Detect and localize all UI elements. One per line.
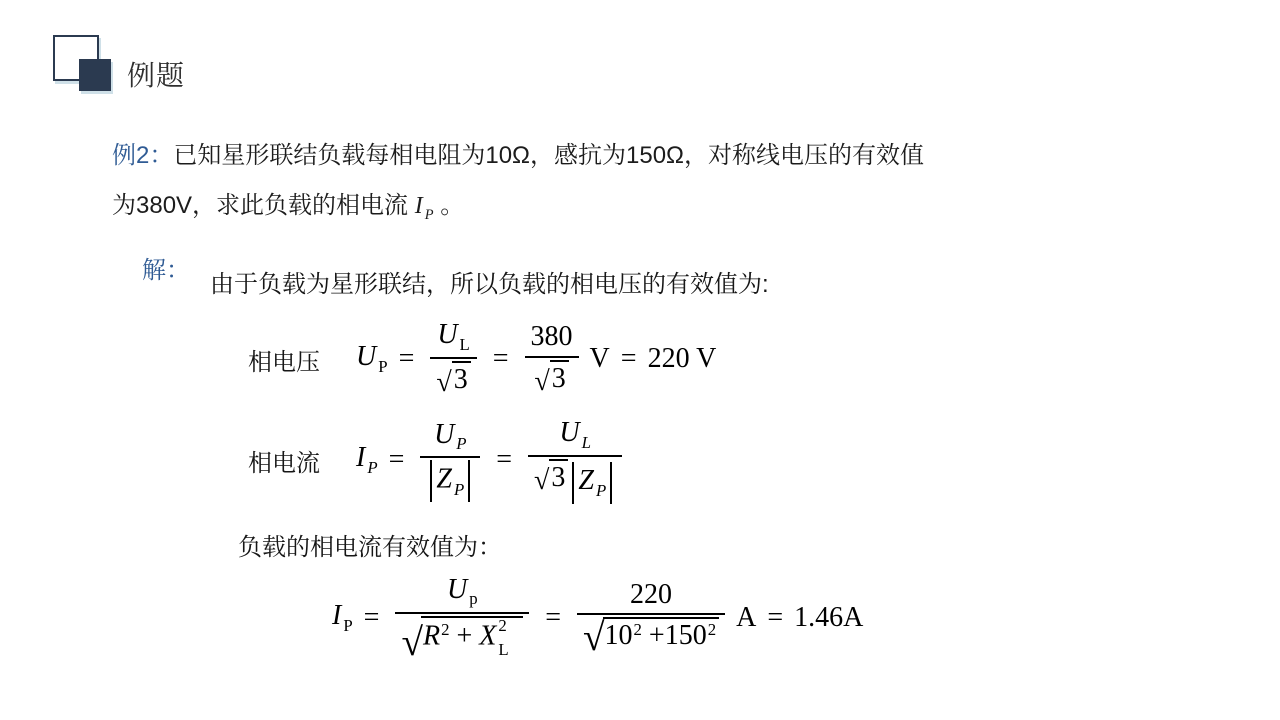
sqrt-3: √ 3 — [436, 361, 470, 397]
sqrt-3: √ 3 — [534, 459, 568, 495]
sqrt-3: √ 3 — [534, 360, 568, 396]
formula-phase-voltage — [248, 316, 716, 402]
unit-volt: V — [589, 343, 610, 374]
formula-phase-current-math — [356, 416, 627, 503]
formula-result-math — [332, 573, 863, 663]
abs-bar — [572, 462, 574, 504]
equals-sign: = — [363, 601, 380, 633]
fraction-up-sqrt-rx: U $_p$ √ $R^2 + X$ 2 L — [395, 573, 529, 663]
sqrt-sign: √ — [534, 465, 550, 497]
formula-result — [332, 566, 863, 670]
equals-sign: = — [767, 601, 784, 633]
plus-sign: + — [648, 620, 665, 652]
solution-label: 解： — [142, 257, 190, 284]
abs-bar — [430, 460, 432, 502]
math-sub: P — [424, 206, 434, 223]
math-var: I — [414, 193, 423, 219]
deco-filled-square — [79, 59, 111, 91]
abs-bar — [468, 460, 470, 502]
problem-line2-end: 。 — [440, 192, 465, 219]
sqrt-sign: √ — [436, 367, 452, 399]
sqrt-sign: √ — [582, 615, 605, 659]
abs-bar — [610, 462, 612, 504]
equals-sign: = — [388, 443, 405, 475]
equals-sign: = — [398, 343, 415, 374]
fraction-380-sqrt3: 380 √ 3 — [525, 320, 579, 398]
sup-sub-stack: 2 L — [498, 615, 509, 660]
solution-intro: 由于负载为星形联结，所以负载的相电压的有效值为: — [210, 271, 769, 298]
math-term-up: U $_P$ — [356, 341, 388, 376]
fraction-ul-sqrt3zp: U $_L$ √ 3 Z $_P$ — [528, 416, 622, 503]
slide-title: 例题 — [127, 60, 186, 91]
result-value: 1.46A — [794, 601, 864, 633]
math-term-ip: I $_P$ — [356, 442, 378, 477]
result-value: 220 V — [647, 343, 717, 374]
equals-sign: = — [620, 343, 637, 374]
equals-sign: = — [545, 601, 561, 633]
phase-current-text: 负载的相电流有效值为： — [238, 534, 502, 561]
equals-sign: = — [496, 443, 513, 475]
sqrt-10-150: √ $10^2 +150^2$ — [583, 617, 719, 653]
fraction-220-sqrt: 220 √ $10^2 +150^2$ — [577, 578, 725, 658]
fraction-up-zp: $\frac{U _P}{Z _P}$ — [420, 418, 480, 503]
problem-line2-text: 为380V，求此负载的相电流 — [112, 192, 409, 219]
sqrt-sign: √ — [534, 365, 550, 397]
sqrt-sign: √ — [401, 620, 423, 664]
fraction-ul-sqrt3: U $_L$ √ 3 — [430, 318, 476, 399]
plus-sign: + — [456, 620, 473, 652]
formula-label-phase-current: 相电流 — [248, 449, 320, 477]
problem-line1-text: 已知星形联结负载每相电阻为10Ω，感抗为150Ω，对称线电压的有效值 — [173, 142, 924, 169]
equals-sign: = — [492, 343, 509, 374]
formula-phase-current — [248, 412, 627, 508]
problem-line1 — [112, 131, 1092, 181]
formula-phase-voltage-math — [356, 318, 716, 399]
problem-statement — [112, 131, 1092, 240]
formula-label-phase-voltage: 相电压 — [248, 348, 320, 376]
problem-label: 例2： — [112, 142, 174, 169]
unit-ampere: A — [736, 601, 757, 633]
inline-math-ip — [414, 193, 434, 223]
sqrt-r2-xl2: √ $R^2 + X$ 2 L — [401, 616, 523, 659]
math-term-ip: I $_P$ — [332, 600, 353, 635]
problem-line2 — [112, 181, 1092, 240]
